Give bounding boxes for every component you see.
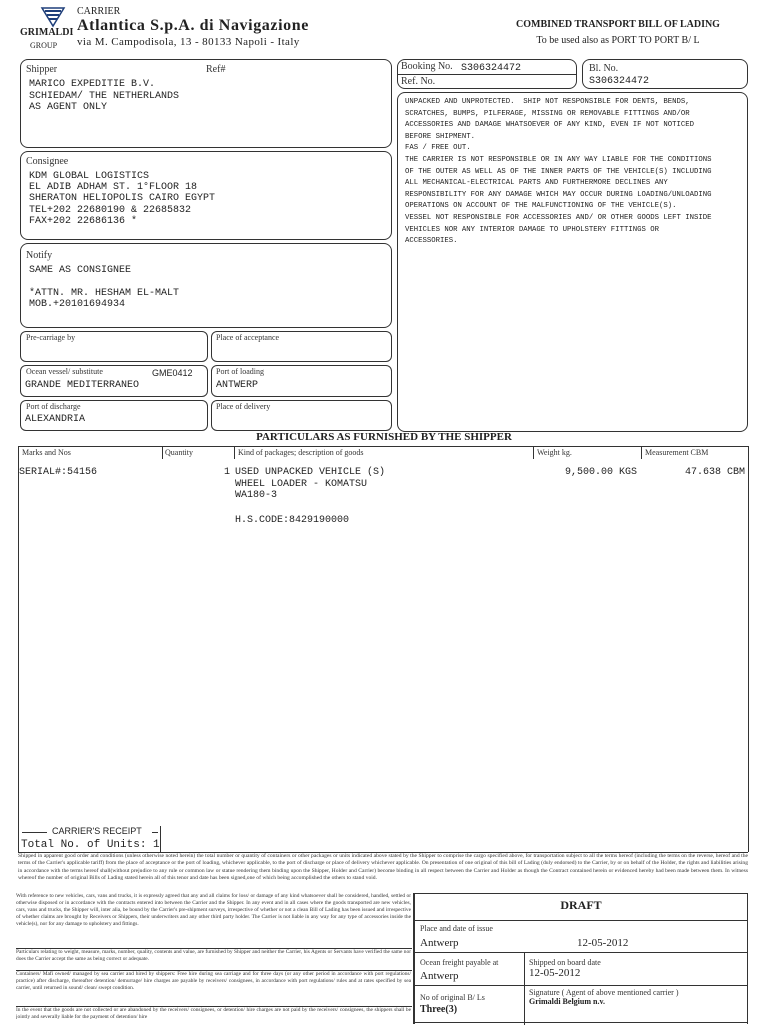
clause: Particulars relating to weight, measure, marks, number, quality, contents and value, are furnished by Shipper and neither the Carrier, his Agents or Servants have verified the same nor does the Carrier accept the same as being correct or adequate. — [16, 949, 411, 962]
remarks-line: OF THE OUTER AS WELL AS OF THE INNER PARTS OF THE VEHICLE(S) INCLUDING — [405, 167, 712, 176]
col-divider — [533, 446, 534, 459]
grimaldi-logo-icon — [40, 6, 66, 28]
marks-value: SERIAL#:54156 — [19, 467, 98, 478]
divider — [415, 985, 747, 986]
notify-box — [20, 243, 392, 328]
clause: With reference to new vehicles, cars, vans and trucks, it is expressly agreed that any and all claims for loss/ or damage of any kind whatsoever shall be considered, handled, settled or otherwise disposed or in accordance with the contracts entered into between the Carrier and the Shipper. In any event and in all cases where the goods transported are new vehicles, cars, vans and trucks, the Shipper will, inter alia, be bound by the Carrier's pre-shipment surveys, irrespective of whether or not a clean Bill of Lading has been issued and irrespective of whether claims are brought by Receivers or Shippers, their underwriters and any other third party holder. The Carrier is not liable in any way for any type of accessories inside the vehicle(s), nor for any damage to upholstery and fittings. — [16, 893, 411, 927]
divider — [415, 920, 747, 921]
shipped-date: 12-05-2012 — [529, 967, 581, 979]
bl-no: S306324472 — [589, 76, 650, 87]
legal-text: Shipped in apparent good order and conditions (unless otherwise noted herein) the total number or quantity of containers or other packages or units indicated above stated by the Shipper to comprise the cargo specified above, for transportation subject to all the terms hereof (including the terms on the reverse, hereof and the terms of the Carrier's applicable tariff) from the place of acceptance or the port of loading, whichever applicable, to the port of discharge or place of delivery whichever applicable. On presentation of one original of this bill of Lading (duly endorsed) to the Carrier, by or on behalf of the Holder, the rights and liabilities arising in accordance with the terms hereof shall(without prejudice to any rule or common law or statue rendering them binding upon the Shipper, Holder and Carrier) become binding in all respect between the Carrier and Holder as though the Contract contained herein or evidenced hereby had been made between them. In witness whereof the number of original Bills of Lading stated herein all of this tenor and date has been signed,one of which being accomplished the others to stand void. — [18, 853, 748, 882]
shipper-line: MARICO EXPEDITIE B.V. — [29, 79, 156, 90]
ref-no-label: Ref. No. — [401, 76, 436, 87]
col-divider — [641, 446, 642, 459]
remarks-line: ACCESSORIES. — [405, 237, 458, 246]
voyage-no: GME0412 — [152, 368, 193, 378]
receipt-line — [22, 832, 47, 833]
weight-value: 9,500.00 KGS — [564, 467, 637, 478]
table-left-line — [18, 446, 19, 852]
vessel-label: Ocean vessel/ substitute — [26, 367, 103, 376]
clause: In the event that the goods are not collected or are abandoned by the receivers/ consignees, or detention/ hire charges are not paid by the receivers/ consignees, the shippers shall be jointly and severally liable for the payment of detention/ hire — [16, 1007, 411, 1020]
freight-label: Ocean freight payable at — [420, 958, 499, 967]
measure-value: 47.638 CBM — [684, 467, 745, 478]
shipper-line: AS AGENT ONLY — [29, 102, 108, 113]
description-line: WA180-3 — [235, 490, 278, 501]
col-marks-header: Marks and Nos — [22, 448, 71, 457]
consignee-line: TEL+202 22680190 & 22685832 — [29, 205, 192, 216]
remarks-line: VEHICLES NOR ANY INTERIOR DAMAGE TO UPHOLSTERY FITTINGS OR — [405, 225, 659, 234]
doc-subtitle: To be used also as PORT TO PORT B/ L — [536, 35, 700, 46]
remarks-line: THE CARRIER IS NOT RESPONSIBLE OR IN ANY WAY LIABLE FOR THE CONDITIONS — [405, 155, 712, 164]
consignee-line: FAX+202 22686136 * — [29, 216, 138, 227]
signature-agent: Grimaldi Belgium n.v. — [529, 997, 606, 1006]
issue-place: Antwerp — [420, 937, 459, 949]
place-date-label: Place and date of issue — [420, 924, 493, 933]
notify-line: MOB.+20101694934 — [29, 299, 126, 310]
doc-title: COMBINED TRANSPORT BILL OF LADING — [516, 19, 720, 30]
quantity-value: 1 — [223, 467, 230, 478]
bl-label: Bl. No. — [589, 63, 619, 74]
draft-box — [414, 893, 748, 1024]
loading-port: ANTWERP — [216, 380, 259, 391]
col-weight-header: Weight kg. — [537, 448, 572, 457]
consignee-line: KDM GLOBAL LOGISTICS — [29, 171, 150, 182]
booking-box — [397, 59, 577, 89]
particulars-title: PARTICULARS AS FURNISHED BY THE SHIPPER — [256, 431, 512, 443]
receipt-divider — [160, 826, 161, 852]
vessel-name: GRANDE MEDITERRANEO — [25, 380, 140, 391]
divider — [524, 952, 525, 1025]
originals-value: Three(3) — [420, 1004, 458, 1015]
shipper-label: Shipper — [26, 64, 58, 75]
shipper-box — [20, 59, 392, 148]
col-measure-header: Measurement CBM — [645, 448, 709, 457]
remarks-text — [405, 97, 712, 248]
originals-label: No of original B/ Ls — [420, 993, 485, 1002]
consignee-line: EL ADIB ADHAM ST. 1°FLOOR 18 — [29, 182, 198, 193]
remarks-line: VESSEL NOT RESPONSIBLE FOR ACCESSORIES AND/ OR OTHER GOODS LEFT INSIDE — [405, 213, 712, 222]
shipper-line: SCHIEDAM/ THE NETHERLANDS — [29, 91, 180, 102]
remarks-line: OPERATIONS ON ACCOUNT OF THE MALFUNCTIONING OF THE VEHICLE(S). — [405, 202, 677, 211]
consignee-box — [20, 151, 392, 240]
signature-label: Signature ( Agent of above mentioned carrier ) — [529, 988, 679, 997]
company-name: Atlantica S.p.A. di Navigazione — [77, 17, 309, 34]
remarks-box — [397, 92, 748, 432]
consignee-label: Consignee — [26, 156, 69, 167]
company-address: via M. Campodisola, 13 - 80133 Napoli - Italy — [77, 36, 300, 48]
booking-label: Booking No. — [401, 61, 453, 72]
divider — [415, 1022, 747, 1023]
bl-box — [582, 59, 748, 89]
acceptance-box — [211, 331, 392, 362]
table-right-line — [748, 446, 749, 852]
booking-no: S306324472 — [461, 63, 522, 74]
notify-line: *ATTN. MR. HESHAM EL-MALT — [29, 288, 180, 299]
vessel-box — [20, 365, 208, 397]
discharge-port: ALEXANDRIA — [25, 414, 86, 425]
consignee-line: SHERATON HELIOPOLIS CAIRO EGYPT — [29, 193, 216, 204]
clause: Containers/ Mafi owned/ managed by sea carrier and hired by shippers: Free hire during sea carriage and for three days (or any other period in accordance with port regulations/ practice) after discharge, thereafter detention/ demurrage/ hire charges are payable by receivers/ consignees, in accordance with port regulations/ rules and at rates specified by sea carrier, until returned in sound/ clean/ swept condition. — [16, 971, 411, 991]
remarks-line: RESPONSIBILITY FOR ANY DAMAGE WHICH MAY OCCUR DURING LOADING/UNLOADING — [405, 190, 712, 199]
divider — [398, 74, 576, 75]
shipper-ref-label: Ref# — [206, 64, 226, 75]
description-line: WHEEL LOADER - KOMATSU — [235, 479, 368, 490]
draft-title: DRAFT — [560, 898, 602, 912]
divider — [415, 952, 747, 953]
remarks-line: ACCESSORIES AND DAMAGE WHATSOEVER OF ANY KIND, EVEN IF NOT NOTICED — [405, 121, 695, 130]
issue-date: 12-05-2012 — [577, 937, 629, 949]
precarriage-label: Pre-carriage by — [26, 333, 76, 342]
notify-label: Notify — [26, 250, 53, 261]
loading-label: Port of loading — [216, 367, 264, 376]
description-line: USED UNPACKED VEHICLE (S) — [235, 467, 386, 478]
discharge-label: Port of discharge — [26, 402, 81, 411]
discharge-box — [20, 400, 208, 431]
table-top-line — [18, 446, 748, 447]
freight-place: Antwerp — [420, 970, 459, 982]
notify-line: SAME AS CONSIGNEE — [29, 265, 132, 276]
col-quantity-header: Quantity — [165, 448, 193, 457]
delivery-box — [211, 400, 392, 431]
col-kind-header: Kind of packages; description of goods — [238, 448, 364, 457]
total-units: Total No. of Units: 1 — [21, 839, 160, 851]
remarks-line: BEFORE SHIPMENT. — [405, 132, 476, 141]
precarriage-box — [20, 331, 208, 362]
logo-sub: GROUP — [30, 41, 58, 50]
logo-text: GRIMALDI — [20, 27, 74, 38]
remarks-line: SCRATCHES, BUMPS, PILFERAGE, MISSING OR REMOVABLE FITTINGS AND/OR — [405, 109, 690, 118]
description-line: H.S.CODE:8429190000 — [235, 515, 350, 526]
col-divider — [162, 446, 163, 459]
loading-box — [211, 365, 392, 397]
delivery-label: Place of delivery — [216, 402, 271, 411]
shipped-label: Shipped on board date — [529, 958, 601, 967]
carrier-receipt-label: CARRIER'S RECEIPT — [52, 826, 142, 836]
remarks-line: ALL MECHANICAL-ELECTRICAL PARTS AND FURTHERMORE DECLINES ANY — [405, 179, 668, 188]
col-divider — [234, 446, 235, 459]
acceptance-label: Place of acceptance — [216, 333, 280, 342]
carrier-label: CARRIER — [77, 6, 121, 17]
remarks-line: FAS / FREE OUT. — [405, 144, 471, 153]
receipt-line — [152, 832, 158, 833]
remarks-line: UNPACKED AND UNPROTECTED. SHIP NOT RESPONSIBLE FOR DENTS, BENDS, — [405, 98, 690, 106]
